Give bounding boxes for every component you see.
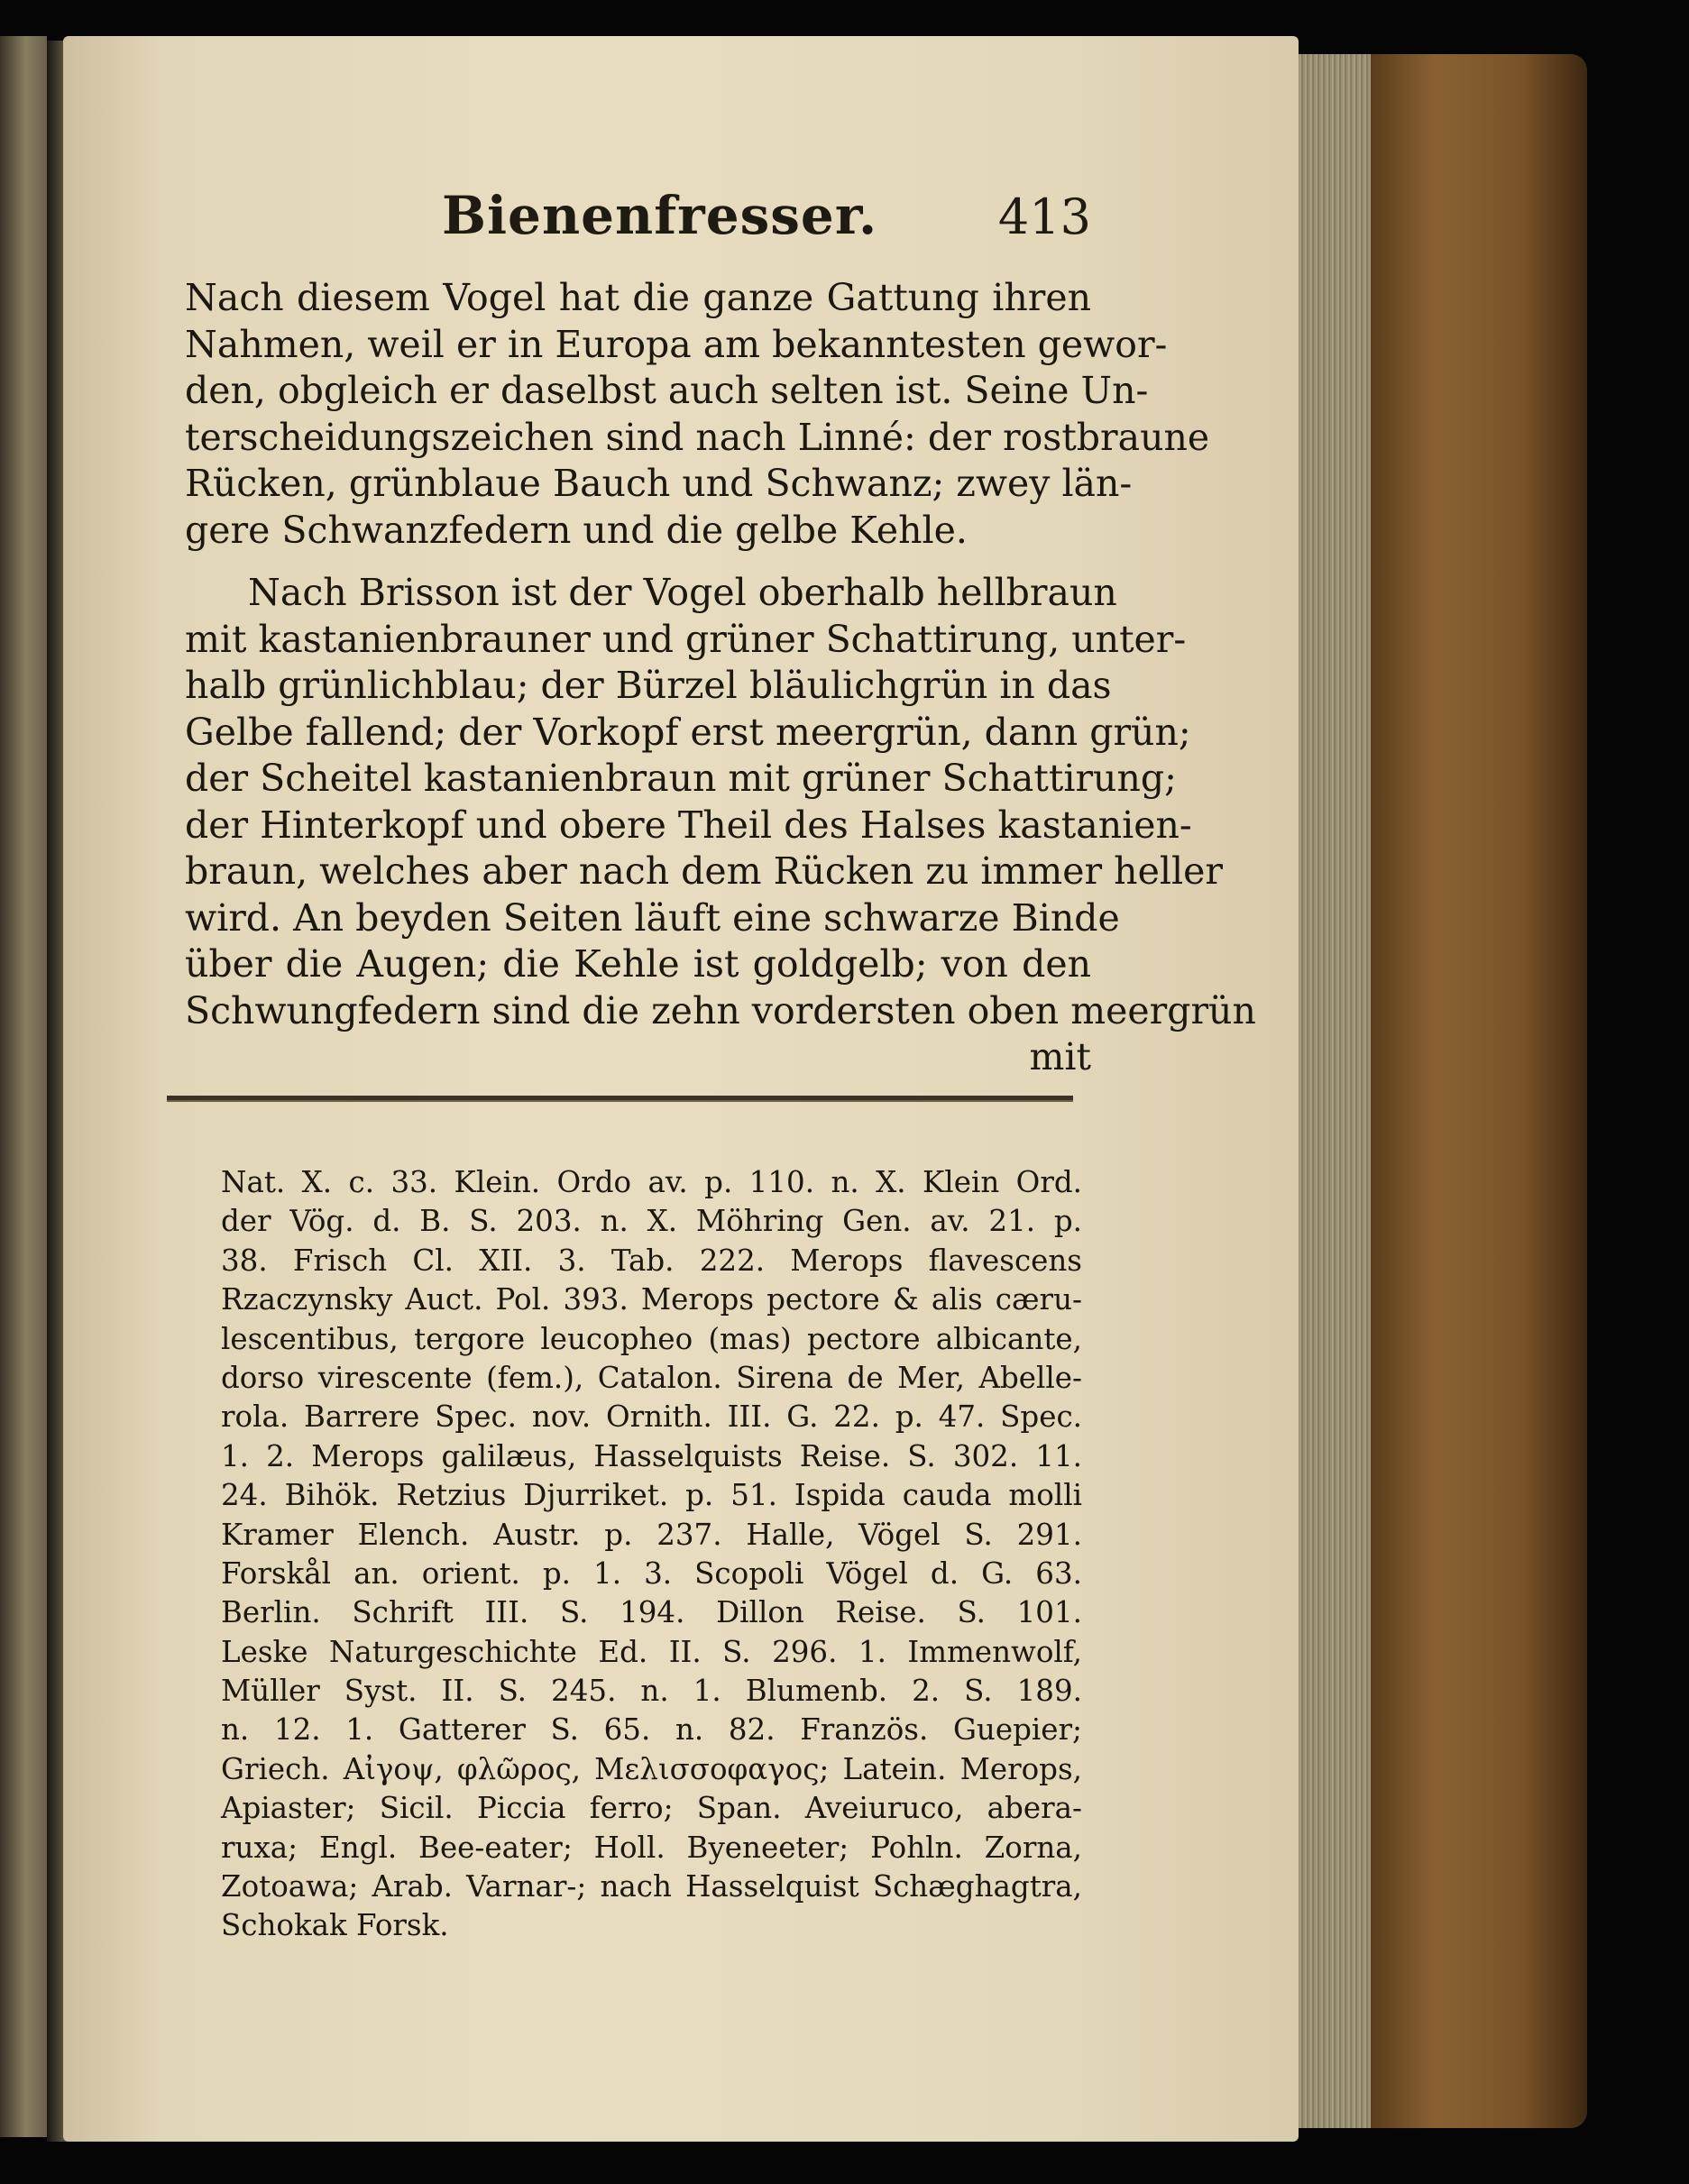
text-line: der Hinterkopf und obere Theil des Halses kastanien- bbox=[185, 803, 1192, 847]
footnote-line: Nat. X. c. 33. Klein. Ordo av. p. 110. n. X. Klein Ord. bbox=[221, 1165, 1082, 1199]
footnote-line: n. 12. 1. Gatterer S. 65. n. 82. Französ. Guepier; bbox=[221, 1712, 1082, 1748]
text-line: Nahmen, weil er in Europa am bekanntesten gewor- bbox=[185, 322, 1168, 366]
page-number: 413 bbox=[997, 188, 1091, 245]
footnote-line: 24. Bihök. Retzius Djurriket. p. 51. Ispida cauda molli bbox=[221, 1478, 1082, 1513]
paragraph-2 bbox=[185, 570, 1117, 617]
text-line: Nach diesem Vogel hat die ganze Gattung ihren bbox=[185, 276, 1091, 319]
footnote-line: 1. 2. Merops galilæus, Hasselquists Reise. S. 302. 11. bbox=[221, 1438, 1082, 1473]
left-page-edge bbox=[0, 36, 47, 2137]
footnote-line: ruxa; Engl. Bee-eater; Holl. Byeneeter; Pohln. Zorna, bbox=[221, 1830, 1082, 1865]
text-line: Rücken, grünblaue Bauch und Schwanz; zwey län- bbox=[185, 462, 1133, 505]
footnote-line: Berlin. Schrift III. S. 194. Dillon Reise. S. 101. bbox=[221, 1595, 1082, 1630]
footnote-line: Apiaster; Sicil. Piccia ferro; Span. Aveiuruco, abera- bbox=[221, 1791, 1082, 1826]
text-line: mit kastanienbrauner und grüner Schattirung, unter- bbox=[185, 617, 1187, 661]
text-line: Nach Brisson ist der Vogel oberhalb hellbraun bbox=[248, 571, 1117, 614]
footnote-line: Leske Naturgeschichte Ed. II. S. 296. 1. Immenwolf, bbox=[221, 1634, 1082, 1669]
footnote-line: 38. Frisch Cl. XII. 3. Tab. 222. Merops flavescens bbox=[221, 1243, 1082, 1278]
text-line: terscheidungszeichen sind nach Linné: der rostbraune bbox=[185, 415, 1210, 459]
footnote-divider bbox=[167, 1096, 1073, 1102]
footnote-line: Forskål an. orient. p. 1. 3. Scopoli Vögel d. G. 63. bbox=[221, 1555, 1082, 1591]
text-line: halb grünlichblau; der Bürzel bläulichgrün in das bbox=[185, 664, 1112, 707]
body-text bbox=[185, 275, 1256, 1081]
text-line: der Scheitel kastanienbraun mit grüner Schattirung; bbox=[185, 757, 1177, 800]
footnote-line: Kramer Elench. Austr. p. 237. Halle, Vögel S. 291. bbox=[221, 1517, 1082, 1552]
paragraph-1 bbox=[185, 275, 1210, 554]
text-line: gere Schwanzfedern und die gelbe Kehle. bbox=[185, 508, 968, 552]
page-header bbox=[189, 185, 1091, 266]
footnote-line: Schokak Forsk. bbox=[221, 1908, 449, 1943]
footnote-line: dorso virescente (fem.), Catalon. Sirena de Mer, Abelle- bbox=[221, 1360, 1082, 1395]
text-line: Gelbe fallend; der Vorkopf erst meergrün, dann grün; bbox=[185, 710, 1191, 754]
footnote-line: Rzaczynsky Auct. Pol. 393. Merops pectore & alis cæru- bbox=[221, 1282, 1082, 1317]
footnote-line: Griech. Αἰγοψ, φλῶρος, Μελισσοφαγος; Latein. Merops, bbox=[221, 1751, 1082, 1786]
catchword: mit bbox=[1029, 1035, 1091, 1078]
text-line: Schwungfedern sind die zehn vordersten oben meergrün bbox=[185, 988, 1256, 1032]
footnotes bbox=[221, 1163, 1082, 1946]
footnote-line: rola. Barrere Spec. nov. Ornith. III. G. 22. p. 47. Spec. bbox=[221, 1399, 1082, 1435]
footnote-line: Müller Syst. II. S. 245. n. 1. Blumenb. 2. S. 189. bbox=[221, 1674, 1082, 1709]
text-line: wird. An beyden Seiten läuft eine schwarze Binde bbox=[185, 895, 1120, 940]
footnote-line: der Vög. d. B. S. 203. n. X. Möhring Gen. av. 21. p. bbox=[221, 1204, 1082, 1239]
page-block-edges bbox=[1299, 54, 1371, 2128]
running-title: Bienenfresser. bbox=[442, 185, 878, 246]
footnote-line: lescentibus, tergore leucopheo (mas) pectore albicante, bbox=[221, 1321, 1082, 1356]
paragraph-2-cont bbox=[185, 617, 1256, 1081]
book-cover-edge bbox=[1371, 54, 1587, 2128]
text-line: über die Augen; die Kehle ist goldgelb; von den bbox=[185, 942, 1091, 986]
text-line: braun, welches aber nach dem Rücken zu immer heller bbox=[185, 849, 1223, 893]
footnote-line: Zotoawa; Arab. Varnar-; nach Hasselquist Schæghagtra, bbox=[221, 1869, 1082, 1904]
text-line: den, obgleich er daselbst auch selten ist. Seine Un- bbox=[185, 369, 1149, 412]
